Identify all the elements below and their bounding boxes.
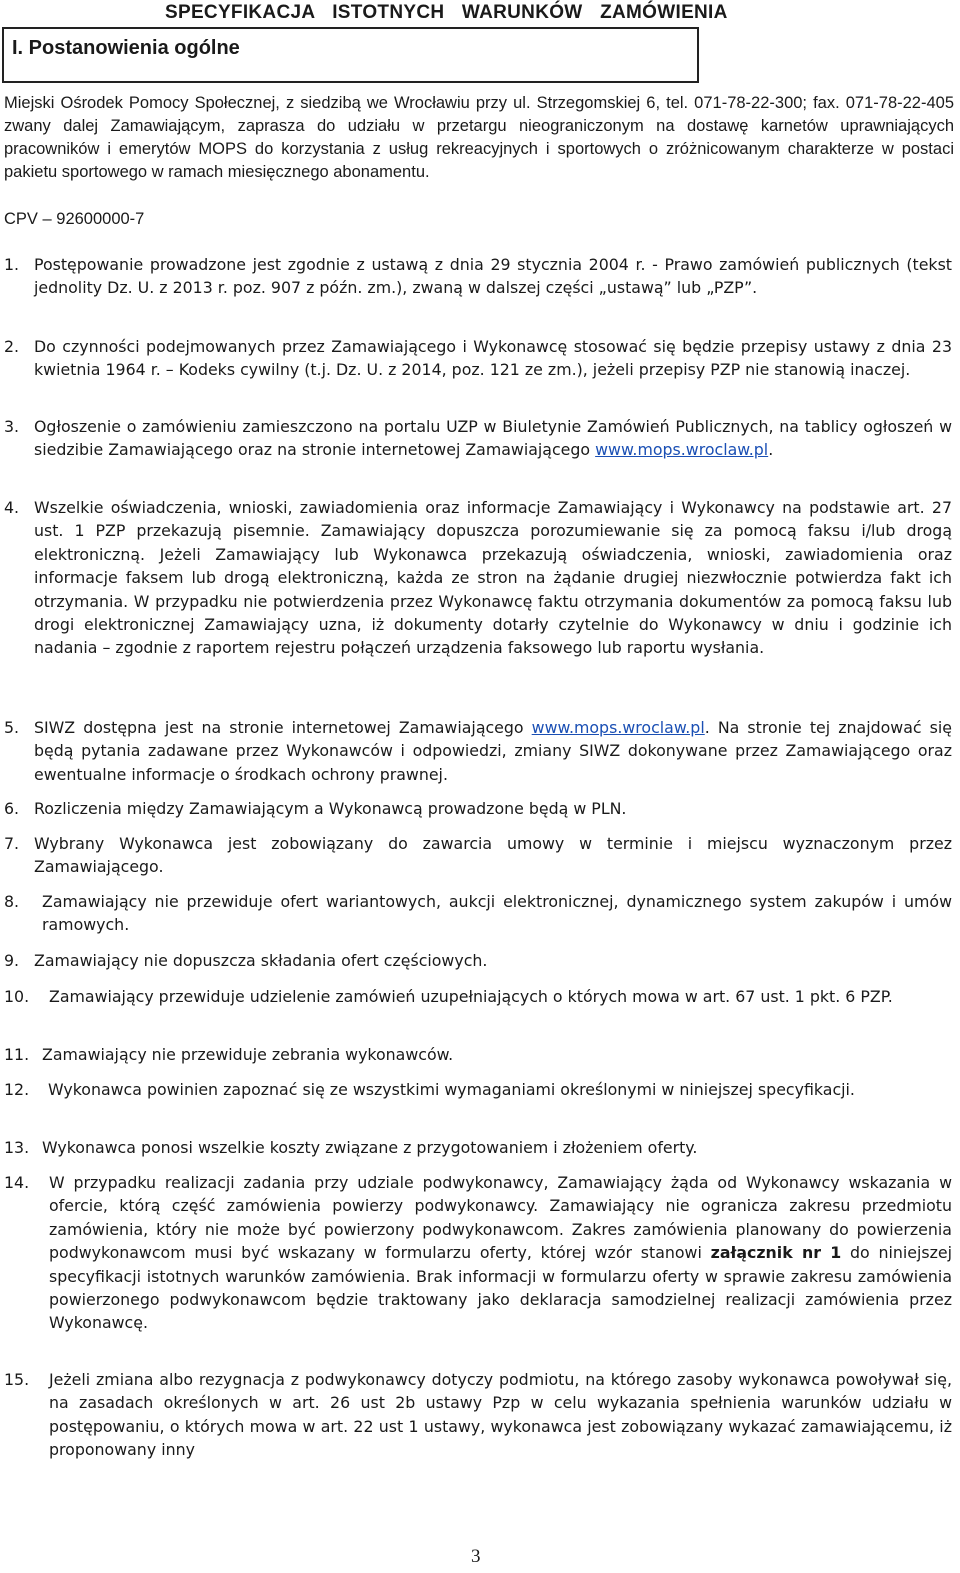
item-text-part: W przypadku realizacji zadania przy udziale podwykonawcy, Zamawiający żąda od Wykonawcy wskazania w ofercie, którą część zamówienia powierzy podwykonawcy. Zamawiający nie ogranicza zakresu przedmiotu zamówienia, który nie może być powierzony podwykonawcom. Zakres zamówienia planowany do powierzenia podwykonawcom musi być wskazany w formularzu oferty, której wzór stanowi bbox=[49, 1173, 952, 1263]
cpv-code: CPV – 92600000-7 bbox=[4, 210, 145, 228]
item-text bbox=[4, 716, 952, 786]
list-item bbox=[4, 716, 952, 786]
item-number: 1. bbox=[4, 255, 20, 274]
item-number: 5. bbox=[4, 718, 20, 737]
list-item bbox=[4, 797, 952, 820]
item-text-part: SIWZ dostępna jest na stronie internetowej Zamawiającego bbox=[34, 718, 524, 737]
item-number: 8. bbox=[4, 892, 20, 911]
item-text: Wykonawca powinien zapoznać się ze wszystkimi wymaganiami określonymi w niniejszej specyfikacji. bbox=[48, 1080, 855, 1099]
item-number: 2. bbox=[4, 337, 20, 356]
list-item bbox=[4, 1368, 952, 1462]
item-number: 12. bbox=[4, 1080, 30, 1099]
item-number: 11. bbox=[4, 1045, 30, 1064]
document-title: SPECYFIKACJA ISTOTNYCH WARUNKÓW ZAMÓWIENIA bbox=[165, 2, 728, 23]
list-item bbox=[4, 1043, 952, 1066]
list-item bbox=[4, 985, 952, 1008]
item-text bbox=[4, 1171, 952, 1335]
item-text-part: do niniejszej specyfikacji istotnych warunków zamówienia. Brak informacji w formularzu oferty w sprawie zakresu zamówienia powierzonego podwykonawcom będzie traktowany jako deklaracja samodzielnej realizacji zamówienia przez Wykonawcę. bbox=[49, 1243, 952, 1333]
item-text: Wybrany Wykonawca jest zobowiązany do zawarcia umowy w terminie i miejscu wyznaczonym przez Zamawiającego. bbox=[34, 834, 952, 877]
item-text: Do czynności podejmowanych przez Zamawiającego i Wykonawcę stosować się będzie przepisy ustawy z dnia 23 kwietnia 1964 r. – Kodeks cywilny (t.j. Dz. U. z 2014, poz. 121 ze zm.), jeżeli przepisy PZP nie stanowią inaczej. bbox=[34, 337, 952, 380]
item-number: 14. bbox=[4, 1173, 30, 1192]
item-number: 10. bbox=[4, 987, 30, 1006]
item-number: 7. bbox=[4, 834, 20, 853]
section-heading-box bbox=[2, 27, 699, 83]
list-item bbox=[4, 415, 952, 462]
list-item bbox=[4, 253, 952, 300]
attachment-reference: załącznik nr 1 bbox=[710, 1243, 842, 1263]
list-item bbox=[4, 335, 952, 382]
list-item bbox=[4, 496, 952, 660]
item-number: 4. bbox=[4, 498, 20, 517]
item-text: Zamawiający nie przewiduje ofert wariantowych, aukcji elektronicznej, dynamicznego system zakupów i umów ramowych. bbox=[42, 892, 952, 935]
item-text bbox=[4, 415, 952, 462]
mops-website-link[interactable]: www.mops.wroclaw.pl bbox=[595, 440, 769, 460]
item-text: Zamawiający nie dopuszcza składania ofert częściowych. bbox=[34, 951, 488, 970]
list-item bbox=[4, 1136, 952, 1159]
item-text-part: . bbox=[768, 440, 774, 460]
item-number: 6. bbox=[4, 799, 20, 818]
item-number: 9. bbox=[4, 951, 20, 970]
item-text: Jeżeli zmiana albo rezygnacja z podwykonawcy dotyczy podmiotu, na którego zasoby wykonawca powoływał się, na zasadach określonych w art. 26 ust 2b ustawy Pzp w celu wykazania spełnienia warunków udziału w postępowaniu, o których mowa w art. 22 ust 1 ustawy, wykonawca jest zobowiązany wykazać zamawiającemu, iż proponowany inny bbox=[49, 1370, 952, 1460]
item-text-part: . Na stronie tej znajdować się będą pytania zadawane przez Wykonawców i odpowiedzi, zmiany SIWZ dokonywane przez Zamawiającego oraz ewentualne informacje o środkach ochrony prawnej. bbox=[34, 718, 952, 784]
item-text: Postępowanie prowadzone jest zgodnie z ustawą z dnia 29 stycznia 2004 r. - Prawo zamówień publicznych (tekst jednolity Dz. U. z 2013 r. poz. 907 z późn. zm.), zwaną w dalszej części „ustawą” lub „PZP”. bbox=[34, 255, 952, 298]
list-item bbox=[4, 832, 952, 879]
item-text: Zamawiający przewiduje udzielenie zamówień uzupełniających o których mowa w art. 67 ust. 1 pkt. 6 PZP. bbox=[49, 987, 893, 1006]
mops-website-link[interactable]: www.mops.wroclaw.pl bbox=[531, 718, 705, 737]
intro-paragraph: Miejski Ośrodek Pomocy Społecznej, z siedzibą we Wrocławiu przy ul. Strzegomskiej 6, tel. 071-78-22-300; fax. 071-78-22-405 zwany dalej Zamawiającym, zaprasza do udziału w przetargu nieograniczonym na dostawę karnetów uprawniających pracowników i emerytów MOPS do korzystania z usług rekreacyjnych i sportowych o zróżnicowanym charakterze w postaci pakietu sportowego w ramach miesięcznego abonamentu. bbox=[4, 94, 954, 181]
list-item bbox=[4, 1171, 952, 1335]
item-text: Wykonawca ponosi wszelkie koszty związane z przygotowaniem i złożeniem oferty. bbox=[42, 1138, 698, 1157]
list-item bbox=[4, 949, 952, 972]
page-number: 3 bbox=[471, 1546, 481, 1567]
section-heading: I. Postanowienia ogólne bbox=[12, 37, 240, 59]
item-text-part: Ogłoszenie o zamówieniu zamieszczono na portalu UZP w Biuletynie Zamówień Publicznych, na tablicy ogłoszeń w siedzibie Zamawiającego oraz na stronie internetowej Zamawiającego bbox=[34, 417, 952, 460]
item-number: 13. bbox=[4, 1138, 30, 1157]
item-number: 15. bbox=[4, 1370, 30, 1389]
list-item bbox=[4, 890, 952, 937]
item-number: 3. bbox=[4, 417, 20, 436]
item-text: Rozliczenia między Zamawiającym a Wykonawcą prowadzone będą w PLN. bbox=[34, 799, 627, 818]
item-text: Wszelkie oświadczenia, wnioski, zawiadomienia oraz informacje Zamawiający i Wykonawcy na podstawie art. 27 ust. 1 PZP przekazują pisemnie. Zamawiający dopuszcza porozumiewanie się za pomocą faksu i/lub drogą elektroniczną. Jeżeli Zamawiający lub Wykonawca przekazują oświadczenia, wnioski, zawiadomienia oraz informacje faksem lub drogą elektroniczną, każda ze stron na żądanie drugiej niezwłocznie potwierdza fakt ich otrzymania. W przypadku nie potwierdzenia przez Wykonawcę faktu otrzymania dokumentów za pomocą faksu lub drogi elektronicznej Zamawiający uzna, iż dokumenty dotarły czytelnie do Wykonawcy w dniu i godzinie ich nadania – zgodnie z raportem rejestru połączeń urządzenia faksowego lub raportu wysłania. bbox=[34, 498, 952, 658]
item-text: Zamawiający nie przewiduje zebrania wykonawców. bbox=[42, 1045, 454, 1064]
list-item bbox=[4, 1078, 952, 1101]
